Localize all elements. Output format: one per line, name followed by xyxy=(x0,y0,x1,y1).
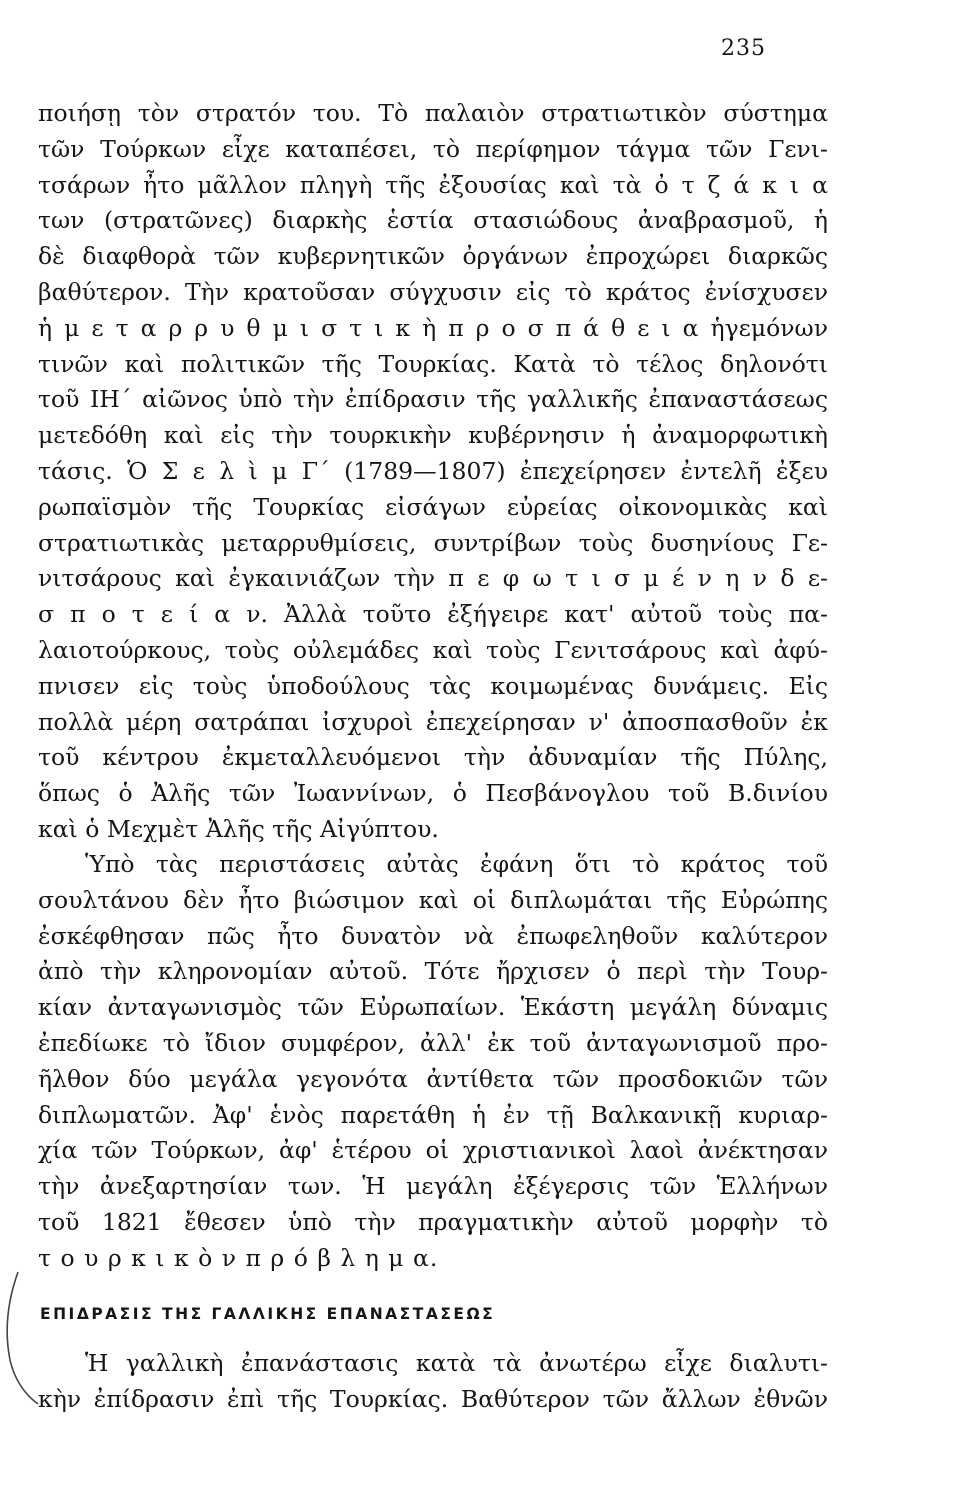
text-line: χία τῶν Τούρκων, ἀφ' ἑτέρου οἱ χριστιανικοὶ λαοὶ ἀνέκτησαν xyxy=(38,1136,828,1165)
text-line: πνισεν εἰς τοὺς ὑποδούλους τὰς κοιμωμένας δυνάμεις. Εἰς xyxy=(38,671,828,700)
text-line: τὴν ἀνεξαρτησίαν των. Ἡ μεγάλη ἐξέγερσις τῶν Ἑλλήνων xyxy=(38,1172,828,1201)
text-line: ἡ μ ε τ α ρ ρ υ θ μ ι σ τ ι κ ὴ π ρ ο σ π ά θ ε ι α ἡγεμόνων xyxy=(38,313,828,342)
paragraph-third xyxy=(38,1346,828,1418)
text-line: ποιήσῃ τὸν στρατόν του. Τὸ παλαιὸν στρατιωτικὸν σύστημα xyxy=(38,99,828,127)
text-line: ἐπεδίωκε τὸ ἴδιον συμφέρον, ἀλλ' ἐκ τοῦ ἀνταγωνισμοῦ προ- xyxy=(38,1028,828,1057)
text-line: ἀπὸ τὴν κληρονομίαν αὐτοῦ. Τότε ἤρχισεν ὁ περὶ τὴν Τουρ- xyxy=(38,957,828,986)
text-line: σουλτάνου δὲν ἦτο βιώσιμον καὶ οἱ διπλωμάται τῆς Εὐρώπης xyxy=(38,885,828,914)
text-line: ἐσκέφθησαν πῶς ἦτο δυνατὸν νὰ ἐπωφεληθοῦν καλύτερον xyxy=(38,921,828,950)
text-line: ρωπαϊσμὸν τῆς Τουρκίας εἰσάγων εὐρείας οἰκονομικὰς καὶ xyxy=(38,492,828,521)
text-line: των (στρατῶνες) διαρκὴς ἑστία στασιώδους ἀναβρασμοῦ, ἡ xyxy=(38,206,828,235)
paragraph-second xyxy=(38,847,828,1277)
text-line: τοῦ ΙΗ΄ αἰῶνος ὑπὸ τὴν ἐπίδρασιν τῆς γαλλικῆς ἐπαναστάσεως xyxy=(38,385,828,414)
text-line: Ὑπὸ τὰς περιστάσεις αὐτὰς ἐφάνη ὅτι τὸ κράτος τοῦ xyxy=(85,850,828,878)
text-line: κίαν ἀνταγωνισμὸς τῶν Εὐρωπαίων. Ἑκάστη μεγάλη δύναμις xyxy=(38,993,828,1022)
text-line: τοῦ 1821 ἔθεσεν ὑπὸ τὴν πραγματικὴν αὐτοῦ μορφὴν τὸ xyxy=(38,1207,828,1236)
text-line: σ π ο τ ε ί α ν. Ἀλλὰ τοῦτο ἐξήγειρε κατ' αὐτοῦ τοὺς πα- xyxy=(38,600,828,629)
text-line: λαιοτούρκους, τοὺς οὐλεμάδες καὶ τοὺς Γενιτσάρους καὶ ἀφύ- xyxy=(38,635,828,664)
text-line: Ἡ γαλλικὴ ἐπανάστασις κατὰ τὰ ἀνωτέρω εἶχε διαλυτι- xyxy=(85,1349,828,1377)
text-line: τινῶν καὶ πολιτικῶν τῆς Τουρκίας. Κατὰ τὸ τέλος δηλονότι xyxy=(38,349,828,378)
margin-pencil-mark xyxy=(0,1270,40,1410)
text-line: ὅπως ὁ Ἀλῆς τῶν Ἰωαννίνων, ὁ Πεσβάνογλου τοῦ Β.δινίου xyxy=(38,779,828,808)
text-line: δὲ διαφθορὰ τῶν κυβερνητικῶν ὀργάνων ἐπροχώρει διαρκῶς xyxy=(38,242,828,271)
text-line: μετεδόθη καὶ εἰς τὴν τουρκικὴν κυβέρνησιν ἡ ἀναμορφωτικὴ xyxy=(38,421,828,450)
text-line: τάσις. Ὁ Σ ε λ ὶ μ Γ΄ (1789—1807) ἐπεχείρησεν ἐντελῆ ἐξευ xyxy=(38,456,828,485)
text-line: τοῦ κέντρου ἐκμεταλλευόμενοι τὴν ἀδυναμίαν τῆς Πύλης, xyxy=(38,743,828,772)
text-line: καὶ ὁ Μεχμὲτ Ἀλῆς τῆς Αἰγύπτου. xyxy=(38,814,439,843)
text-line: στρατιωτικὰς μεταρρυθμίσεις, συντρίβων τοὺς δυσηνίους Γε- xyxy=(38,528,828,557)
text-line: διπλωματῶν. Ἀφ' ἑνὸς παρετάθη ἡ ἐν τῇ Βαλκανικῇ κυριαρ- xyxy=(38,1100,828,1129)
text-line: βαθύτερον. Τὴν κρατοῦσαν σύγχυσιν εἰς τὸ κράτος ἐνίσχυσεν xyxy=(38,277,828,306)
page-number: 235 xyxy=(721,36,766,61)
text-line: τ ο υ ρ κ ι κ ὸ ν π ρ ό β λ η μ α. xyxy=(38,1243,439,1272)
text-line: ῆλθον δύο μεγάλα γεγονότα ἀντίθετα τῶν προσδοκιῶν τῶν xyxy=(38,1064,828,1093)
text-line: κὴν ἐπίδρασιν ἐπὶ τῆς Τουρκίας. Βαθύτερον τῶν ἄλλων ἐθνῶν xyxy=(38,1384,828,1413)
text-line: τῶν Τούρκων εἶχε καταπέσει, τὸ περίφημον τάγμα τῶν Γενι- xyxy=(38,134,828,163)
text-line: τσάρων ἦτο μᾶλλον πληγὴ τῆς ἐξουσίας καὶ τὰ ὀ τ ζ ά κ ι α xyxy=(38,170,828,199)
text-line: νιτσάρους καὶ ἐγκαινιάζων τὴν π ε φ ω τ ι σ μ έ ν η ν δ ε- xyxy=(38,564,828,593)
paragraph-main xyxy=(38,96,828,848)
text-line: πολλὰ μέρη σατράπαι ἰσχυροὶ ἐπεχείρησαν ν' ἀποσπασθοῦν ἐκ xyxy=(38,707,828,736)
section-heading: ΕΠΙΔΡΑΣΙΣ ΤΗΣ ΓΑΛΛΙΚΗΣ ΕΠΑΝΑΣΤΑΣΕΩΣ xyxy=(40,1305,496,1323)
